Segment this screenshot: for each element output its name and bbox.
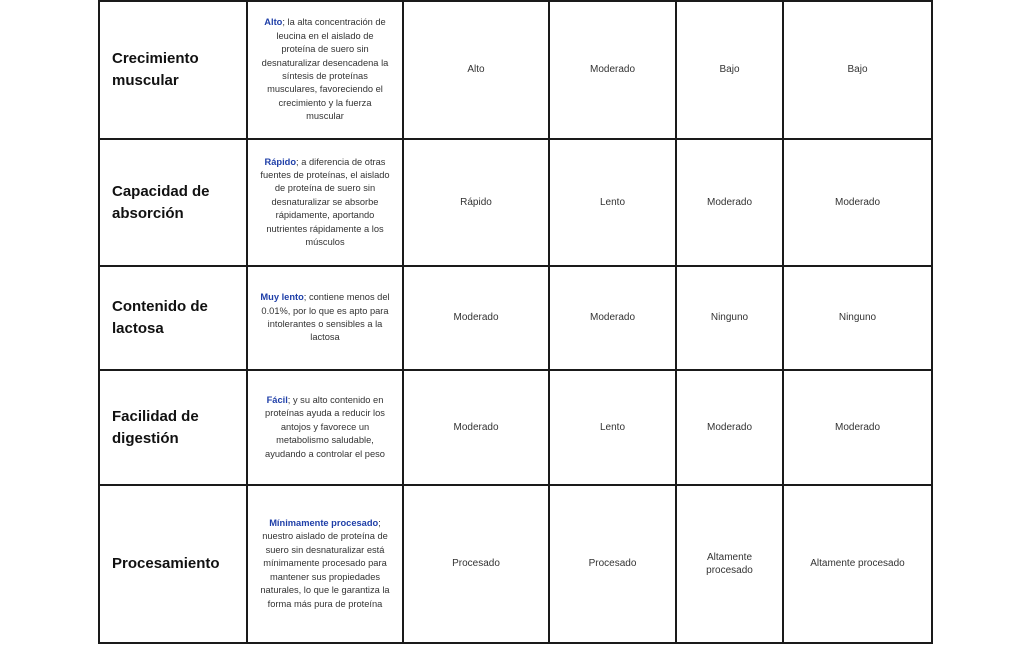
value-cell: Bajo bbox=[783, 1, 932, 139]
row-description bbox=[247, 370, 403, 485]
row-label: Crecimiento muscular bbox=[99, 1, 247, 139]
row-label: Procesamiento bbox=[99, 485, 247, 643]
value-cell: Moderado bbox=[549, 1, 676, 139]
highlight-term: Fácil bbox=[266, 394, 288, 405]
row-description bbox=[247, 485, 403, 643]
description-text: ; y su alto contenido en proteínas ayuda a reducir los antojos y favorece un metabolismo saludable, ayudando a controlar el peso bbox=[265, 394, 385, 459]
table-row bbox=[99, 370, 932, 485]
highlight-term: Alto bbox=[264, 17, 283, 28]
row-description bbox=[247, 266, 403, 370]
value-cell: Moderado bbox=[676, 139, 783, 266]
value-cell: Procesado bbox=[549, 485, 676, 643]
value-cell: Altamente procesado bbox=[676, 485, 783, 643]
value-cell: Lento bbox=[549, 370, 676, 485]
table-row bbox=[99, 266, 932, 370]
description-text: ; contiene menos del 0.01%, por lo que es apto para intolerantes o sensibles a la lactosa bbox=[261, 292, 390, 343]
row-label: Contenido de lactosa bbox=[99, 266, 247, 370]
value-cell: Moderado bbox=[676, 370, 783, 485]
value-cell: Lento bbox=[549, 139, 676, 266]
row-label: Capacidad de absorción bbox=[99, 139, 247, 266]
value-cell: Altamente procesado bbox=[783, 485, 932, 643]
value-cell: Bajo bbox=[676, 1, 783, 139]
value-cell: Procesado bbox=[403, 485, 549, 643]
row-description bbox=[247, 139, 403, 266]
value-cell: Ninguno bbox=[676, 266, 783, 370]
highlight-term: Muy lento bbox=[260, 292, 304, 303]
highlight-term: Mínimamente procesado bbox=[269, 518, 379, 529]
row-description bbox=[247, 1, 403, 139]
comparison-table bbox=[98, 0, 933, 644]
value-cell: Moderado bbox=[783, 139, 932, 266]
description-text: ; a diferencia de otras fuentes de proteínas, el aislado de proteína de suero sin desnaturalizar se absorbe rápidamente, aportando nutrientes rápidamente a los músculos bbox=[260, 156, 390, 248]
value-cell: Moderado bbox=[549, 266, 676, 370]
description-text: ; nuestro aislado de proteína de suero sin desnaturalizar está mínimamente procesado para mantener sus propiedades naturales, lo que le garantiza la forma más pura de proteína bbox=[260, 518, 390, 609]
table-row bbox=[99, 1, 932, 139]
value-cell: Moderado bbox=[783, 370, 932, 485]
row-label: Facilidad de digestión bbox=[99, 370, 247, 485]
value-cell: Alto bbox=[403, 1, 549, 139]
description-text: ; la alta concentración de leucina en el aislado de proteína de suero sin desnaturalizar desencadena la síntesis de proteínas musculares, favoreciendo el crecimiento y la fuerza muscular bbox=[261, 17, 389, 122]
value-cell: Moderado bbox=[403, 370, 549, 485]
value-cell: Ninguno bbox=[783, 266, 932, 370]
value-cell: Moderado bbox=[403, 266, 549, 370]
highlight-term: Rápido bbox=[264, 156, 297, 167]
table-row bbox=[99, 485, 932, 643]
table-row bbox=[99, 139, 932, 266]
value-cell: Rápido bbox=[403, 139, 549, 266]
